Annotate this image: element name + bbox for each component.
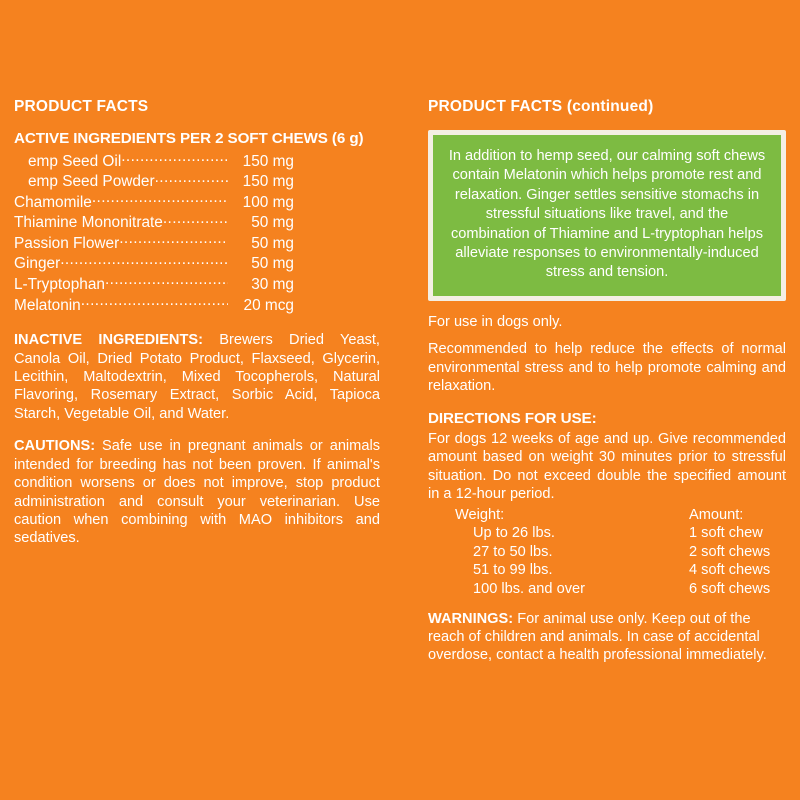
- table-header-row: [428, 506, 786, 525]
- product-facts-continued-main: PRODUCT FACTS: [428, 98, 563, 115]
- dot-leader: [155, 171, 228, 186]
- cell-weight: Up to 26 lbs.: [473, 525, 555, 542]
- ingredient-name: Chamomile: [14, 193, 92, 211]
- dot-leader: [121, 151, 228, 166]
- ingredient-amount: 150 mg: [242, 152, 294, 170]
- ingredient-name: L-Tryptophan: [14, 276, 105, 294]
- dot-leader: [119, 233, 228, 248]
- product-facts-continued-title: [428, 98, 786, 115]
- cell-weight: 27 to 50 lbs.: [473, 543, 553, 560]
- ingredient-row: [14, 151, 294, 172]
- ingredient-name: emp Seed Powder: [28, 173, 155, 191]
- ingredient-row: [14, 192, 294, 213]
- table-row: [428, 561, 786, 580]
- ingredient-amount: 100 mg: [242, 193, 294, 211]
- right-column: [428, 98, 786, 665]
- ingredient-row: [14, 295, 294, 316]
- cell-amount: 6 soft chews: [689, 580, 771, 597]
- ingredient-amount: 50 mg: [251, 214, 294, 232]
- table-row: [428, 543, 786, 562]
- cell-amount: 2 soft chews: [689, 543, 771, 560]
- directions-paragraph: For dogs 12 weeks of age and up. Give recommended amount based on weight 30 minutes prior to stressful situation. Do not exceed double the specified amount in a 12-hour period.: [428, 430, 786, 503]
- ingredient-amount: 30 mg: [251, 276, 294, 294]
- cell-amount: 4 soft chews: [689, 562, 771, 579]
- ingredient-name: emp Seed Oil: [28, 152, 122, 170]
- for-use-in-dogs-line: For use in dogs only.: [428, 313, 563, 330]
- warnings-paragraph: [428, 610, 786, 665]
- ingredient-name: Melatonin: [14, 296, 81, 314]
- highlight-callout-text: In addition to hemp seed, our calming soft chews contain Melatonin which helps promote rest and relaxation. Ginger settles sensitive stomachs in stressful situations like travel, and the combination of Thiamine and L-tryptophan helps alleviate responses to environmentally-induced stress and tension.: [448, 148, 766, 281]
- table-row: [428, 580, 786, 599]
- ingredient-amount: 50 mg: [251, 255, 294, 273]
- ingredient-name: Ginger: [14, 255, 61, 273]
- recommended-use-paragraph: Recommended to help reduce the effects of normal environmental stress and to help promote calming and relaxation.: [428, 341, 786, 395]
- cautions-label: CAUTIONS:: [14, 438, 96, 455]
- dot-leader: [163, 212, 228, 227]
- dot-leader: [92, 192, 228, 207]
- dot-leader: [81, 295, 228, 310]
- inactive-ingredients-text: Brewers Dried Yeast, Canola Oil, Dried Potato Product, Flaxseed, Glycerin, Lecithin, Maltodextrin, Mixed Tocopherols, Natural Flavoring, Rosemary Extract, Sorbic Acid, Tapioca Starch, Vegetable Oil, and Water.: [14, 332, 380, 422]
- highlight-callout-box: [428, 130, 786, 301]
- active-ingredients-heading: ACTIVE INGREDIENTS PER 2 SOFT CHEWS (6 g): [14, 130, 364, 148]
- ingredient-row: [14, 274, 294, 295]
- ingredient-name: Passion Flower: [14, 234, 120, 252]
- column-header-amount: Amount:: [689, 506, 744, 523]
- ingredient-name: Thiamine Mononitrate: [14, 214, 163, 232]
- cautions-paragraph: [14, 437, 380, 547]
- dot-leader: [60, 253, 228, 268]
- inactive-ingredients-paragraph: [14, 331, 380, 423]
- warnings-text: For animal use only. Keep out of the reach of children and animals. In case of accidental overdose, contact a health professional immediately.: [428, 610, 767, 664]
- ingredient-row: [14, 253, 294, 274]
- cell-weight: 51 to 99 lbs.: [473, 562, 553, 579]
- inactive-ingredients-label: INACTIVE INGREDIENTS:: [14, 332, 203, 349]
- table-row: [428, 524, 786, 543]
- product-facts-title: PRODUCT FACTS: [14, 98, 149, 115]
- ingredient-row: [14, 212, 294, 233]
- ingredient-amount: 20 mcg: [243, 296, 294, 314]
- dosage-table: [428, 506, 786, 599]
- ingredient-row: [14, 171, 294, 192]
- product-facts-continued-suffix: (continued): [562, 98, 654, 115]
- dot-leader: [105, 274, 228, 289]
- cell-amount: 1 soft chew: [689, 525, 763, 542]
- ingredient-amount: 50 mg: [251, 234, 294, 252]
- active-ingredients-list: [14, 151, 294, 316]
- ingredient-amount: 150 mg: [242, 173, 294, 191]
- left-column: [14, 98, 380, 548]
- highlight-callout-inner: [433, 135, 781, 296]
- cell-weight: 100 lbs. and over: [473, 580, 585, 597]
- ingredient-row: [14, 233, 294, 254]
- cautions-text: Safe use in pregnant animals or animals intended for breeding has not been proven. If animal's condition worsens or does not improve, stop product administration and consult your veterinarian. Use caution when combining with MAO inhibitors and sedatives.: [14, 438, 380, 547]
- warnings-label: WARNINGS:: [428, 610, 514, 627]
- column-header-weight: Weight:: [455, 506, 505, 523]
- directions-heading: DIRECTIONS FOR USE:: [428, 409, 597, 427]
